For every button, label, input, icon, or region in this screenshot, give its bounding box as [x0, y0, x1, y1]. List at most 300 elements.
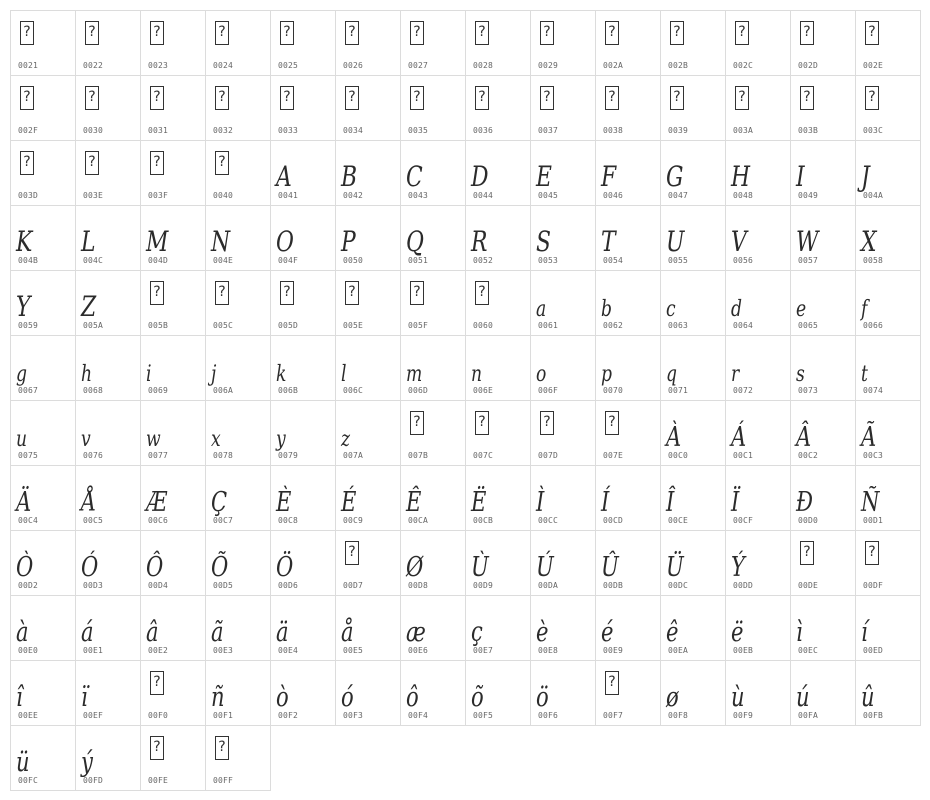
missing-glyph-icon: ? — [215, 281, 229, 305]
glyph-cell-00e0 — [10, 595, 76, 661]
missing-glyph-icon: ? — [540, 411, 554, 435]
glyph-cell-0050 — [335, 205, 401, 271]
glyph-character: Ã — [861, 422, 877, 453]
codepoint-label: 0048 — [733, 191, 754, 200]
glyph-character: b — [601, 297, 612, 322]
glyph-character: ø — [666, 682, 679, 713]
glyph-area — [206, 11, 270, 63]
glyph-cell-00e5 — [335, 595, 401, 661]
glyph-character: Æ — [146, 487, 168, 518]
codepoint-label: 00EA — [668, 646, 689, 655]
glyph-cell-0074 — [855, 335, 921, 401]
glyph-cell-00c1 — [725, 400, 791, 466]
glyph-area — [726, 271, 790, 323]
glyph-character: Ø — [406, 552, 424, 583]
glyph-cell-0070 — [595, 335, 661, 401]
codepoint-label: 00F4 — [408, 711, 429, 720]
glyph-cell-003e — [75, 140, 141, 206]
codepoint-label: 002C — [733, 61, 754, 70]
glyph-cell-00d2 — [10, 530, 76, 596]
glyph-area — [661, 141, 725, 193]
glyph-area — [466, 76, 530, 128]
missing-glyph-icon: ? — [215, 21, 229, 45]
glyph-cell-005b — [140, 270, 206, 336]
codepoint-label: 007E — [603, 451, 624, 460]
glyph-character: ä — [276, 617, 289, 648]
glyph-cell-002f — [10, 75, 76, 141]
glyph-character: Ù — [471, 552, 489, 583]
glyph-area — [531, 336, 595, 388]
glyph-area — [206, 206, 270, 258]
glyph-area — [11, 336, 75, 388]
codepoint-label: 00D4 — [148, 581, 169, 590]
glyph-cell-00c3 — [855, 400, 921, 466]
glyph-cell-00e4 — [270, 595, 336, 661]
glyph-cell-00ea — [660, 595, 726, 661]
missing-glyph-icon: ? — [475, 86, 489, 110]
glyph-character: ê — [666, 617, 679, 648]
glyph-cell-00e7 — [465, 595, 531, 661]
glyph-character: Ð — [796, 487, 814, 518]
glyph-area — [11, 401, 75, 453]
missing-glyph-icon: ? — [20, 86, 34, 110]
glyph-area — [401, 76, 465, 128]
missing-glyph-icon: ? — [605, 411, 619, 435]
glyph-area — [466, 596, 530, 648]
glyph-area — [141, 661, 205, 713]
glyph-area — [791, 401, 855, 453]
glyph-area — [336, 271, 400, 323]
glyph-area — [336, 661, 400, 713]
glyph-area — [856, 11, 920, 63]
glyph-area — [11, 11, 75, 63]
glyph-cell-006c — [335, 335, 401, 401]
codepoint-label: 003C — [863, 126, 884, 135]
glyph-area — [11, 531, 75, 583]
glyph-area — [531, 466, 595, 518]
glyph-cell-00f4 — [400, 660, 466, 726]
codepoint-label: 00C3 — [863, 451, 884, 460]
codepoint-label: 0076 — [83, 451, 104, 460]
missing-glyph-icon: ? — [150, 736, 164, 760]
codepoint-label: 00C6 — [148, 516, 169, 525]
codepoint-label: 0035 — [408, 126, 429, 135]
glyph-cell-00dd — [725, 530, 791, 596]
glyph-area — [76, 11, 140, 63]
glyph-area — [271, 141, 335, 193]
glyph-area — [271, 271, 335, 323]
codepoint-label: 00FB — [863, 711, 884, 720]
codepoint-label: 0054 — [603, 256, 624, 265]
glyph-area — [271, 336, 335, 388]
codepoint-label: 0055 — [668, 256, 689, 265]
codepoint-label: 006D — [408, 386, 429, 395]
glyph-character: Á — [731, 422, 747, 453]
glyph-area — [271, 206, 335, 258]
glyph-cell-005a — [75, 270, 141, 336]
glyph-cell-0063 — [660, 270, 726, 336]
codepoint-label: 0064 — [733, 321, 754, 330]
glyph-cell-005c — [205, 270, 271, 336]
glyph-area — [11, 661, 75, 713]
glyph-area — [76, 271, 140, 323]
glyph-area — [596, 401, 660, 453]
codepoint-label: 0073 — [798, 386, 819, 395]
glyph-cell-0023 — [140, 10, 206, 76]
glyph-cell-00ed — [855, 595, 921, 661]
glyph-cell-00d0 — [790, 465, 856, 531]
glyph-cell-0049 — [790, 140, 856, 206]
glyph-character: s — [796, 362, 805, 387]
glyph-cell-00d5 — [205, 530, 271, 596]
glyph-area — [336, 76, 400, 128]
glyph-character: Ü — [666, 552, 684, 583]
glyph-cell-0046 — [595, 140, 661, 206]
codepoint-label: 00CE — [668, 516, 689, 525]
glyph-area — [206, 271, 270, 323]
glyph-character: î — [16, 682, 23, 713]
codepoint-label: 003F — [148, 191, 169, 200]
codepoint-label: 007B — [408, 451, 429, 460]
glyph-area — [76, 401, 140, 453]
glyph-area — [76, 661, 140, 713]
glyph-character: Ï — [731, 487, 740, 518]
missing-glyph-icon: ? — [540, 21, 554, 45]
glyph-area — [76, 141, 140, 193]
glyph-area — [206, 401, 270, 453]
glyph-cell-0075 — [10, 400, 76, 466]
glyph-area — [271, 466, 335, 518]
missing-glyph-icon: ? — [865, 541, 879, 565]
codepoint-label: 0065 — [798, 321, 819, 330]
glyph-character: é — [601, 617, 614, 648]
missing-glyph-icon: ? — [345, 86, 359, 110]
glyph-cell-0066 — [855, 270, 921, 336]
glyph-area — [726, 466, 790, 518]
glyph-area — [531, 11, 595, 63]
glyph-character: Ë — [471, 487, 487, 518]
glyph-cell-0027 — [400, 10, 466, 76]
glyph-character: ú — [796, 682, 810, 713]
codepoint-label: 0045 — [538, 191, 559, 200]
codepoint-label: 0040 — [213, 191, 234, 200]
glyph-character: á — [81, 617, 94, 648]
glyph-area — [661, 206, 725, 258]
codepoint-label: 005E — [343, 321, 364, 330]
glyph-cell-00cd — [595, 465, 661, 531]
glyph-area — [726, 401, 790, 453]
codepoint-label: 0070 — [603, 386, 624, 395]
glyph-character: V — [731, 225, 747, 258]
glyph-cell-004c — [75, 205, 141, 271]
glyph-cell-0022 — [75, 10, 141, 76]
glyph-cell-0073 — [790, 335, 856, 401]
glyph-area — [531, 271, 595, 323]
glyph-area — [791, 336, 855, 388]
glyph-cell-002a — [595, 10, 661, 76]
glyph-area — [206, 336, 270, 388]
glyph-cell-0077 — [140, 400, 206, 466]
glyph-cell-00fa — [790, 660, 856, 726]
codepoint-label: 0022 — [83, 61, 104, 70]
glyph-cell-00dc — [660, 530, 726, 596]
glyph-cell-00eb — [725, 595, 791, 661]
codepoint-label: 0037 — [538, 126, 559, 135]
glyph-area — [791, 531, 855, 583]
glyph-area — [531, 531, 595, 583]
glyph-cell-007d — [530, 400, 596, 466]
glyph-character: Y — [16, 290, 31, 323]
glyph-character: f — [861, 297, 868, 322]
glyph-area — [596, 11, 660, 63]
missing-glyph-icon: ? — [150, 151, 164, 175]
glyph-cell-00d6 — [270, 530, 336, 596]
glyph-character: o — [536, 362, 547, 387]
glyph-cell-00c7 — [205, 465, 271, 531]
glyph-cell-005f — [400, 270, 466, 336]
glyph-cell-00fc — [10, 725, 76, 791]
glyph-character: Ì — [536, 487, 545, 518]
codepoint-label: 00F5 — [473, 711, 494, 720]
missing-glyph-icon: ? — [410, 21, 424, 45]
codepoint-label: 00DD — [733, 581, 754, 590]
glyph-cell-00c0 — [660, 400, 726, 466]
codepoint-label: 002E — [863, 61, 884, 70]
missing-glyph-icon: ? — [410, 86, 424, 110]
glyph-area — [726, 596, 790, 648]
glyph-area — [141, 726, 205, 778]
glyph-character: À — [666, 422, 682, 453]
codepoint-label: 00F3 — [343, 711, 364, 720]
codepoint-label: 00F1 — [213, 711, 234, 720]
missing-glyph-icon: ? — [475, 411, 489, 435]
codepoint-label: 0062 — [603, 321, 624, 330]
missing-glyph-icon: ? — [540, 86, 554, 110]
missing-glyph-icon: ? — [215, 151, 229, 175]
glyph-area — [596, 531, 660, 583]
glyph-area — [791, 11, 855, 63]
codepoint-label: 0021 — [18, 61, 39, 70]
codepoint-label: 00F0 — [148, 711, 169, 720]
glyph-cell-00c6 — [140, 465, 206, 531]
glyph-area — [726, 11, 790, 63]
glyph-area — [206, 141, 270, 193]
glyph-cell-0039 — [660, 75, 726, 141]
glyph-character: k — [276, 362, 287, 387]
codepoint-label: 00C9 — [343, 516, 364, 525]
glyph-area — [271, 11, 335, 63]
glyph-area — [271, 531, 335, 583]
glyph-area — [336, 206, 400, 258]
glyph-cell-002d — [790, 10, 856, 76]
glyph-area — [596, 141, 660, 193]
glyph-area — [401, 141, 465, 193]
glyph-cell-006a — [205, 335, 271, 401]
codepoint-label: 00E6 — [408, 646, 429, 655]
glyph-character: Â — [796, 422, 812, 453]
missing-glyph-icon: ? — [670, 86, 684, 110]
glyph-character: Ý — [731, 552, 745, 583]
glyph-cell-003c — [855, 75, 921, 141]
glyph-cell-00e1 — [75, 595, 141, 661]
glyph-area — [531, 206, 595, 258]
codepoint-label: 007A — [343, 451, 364, 460]
glyph-character: c — [666, 297, 676, 322]
glyph-character: Å — [81, 487, 97, 518]
codepoint-label: 005B — [148, 321, 169, 330]
glyph-character: Û — [601, 552, 619, 583]
glyph-character: C — [406, 160, 423, 193]
codepoint-label: 0024 — [213, 61, 234, 70]
glyph-character: p — [601, 362, 612, 387]
codepoint-label: 004F — [278, 256, 299, 265]
glyph-cell-00c4 — [10, 465, 76, 531]
glyph-character: i — [146, 362, 152, 387]
glyph-area — [271, 661, 335, 713]
glyph-character: Ö — [276, 552, 294, 583]
glyph-area — [856, 206, 920, 258]
missing-glyph-icon: ? — [605, 671, 619, 695]
codepoint-label: 00C8 — [278, 516, 299, 525]
glyph-character: q — [666, 362, 677, 387]
codepoint-label: 0039 — [668, 126, 689, 135]
missing-glyph-icon: ? — [345, 541, 359, 565]
glyph-area — [661, 531, 725, 583]
codepoint-label: 0075 — [18, 451, 39, 460]
glyph-character: â — [146, 617, 159, 648]
glyph-character: Ç — [211, 487, 228, 518]
glyph-cell-0068 — [75, 335, 141, 401]
glyph-area — [206, 76, 270, 128]
glyph-cell-0055 — [660, 205, 726, 271]
glyph-cell-007a — [335, 400, 401, 466]
glyph-cell-0053 — [530, 205, 596, 271]
glyph-character: í — [861, 617, 868, 648]
glyph-character: U — [666, 225, 685, 258]
codepoint-label: 00D8 — [408, 581, 429, 590]
glyph-character: Õ — [211, 552, 229, 583]
glyph-character: r — [731, 362, 740, 387]
glyph-cell-0036 — [465, 75, 531, 141]
codepoint-label: 00D6 — [278, 581, 299, 590]
glyph-area — [466, 11, 530, 63]
glyph-cell-0076 — [75, 400, 141, 466]
glyph-character: z — [341, 427, 351, 452]
glyph-character: e — [796, 297, 807, 322]
glyph-cell-0069 — [140, 335, 206, 401]
glyph-cell-00f7 — [595, 660, 661, 726]
glyph-character: Í — [601, 487, 610, 518]
codepoint-label: 0049 — [798, 191, 819, 200]
glyph-character: m — [406, 362, 423, 387]
codepoint-label: 00E7 — [473, 646, 494, 655]
codepoint-label: 005C — [213, 321, 234, 330]
glyph-character: Ñ — [861, 487, 880, 518]
glyph-cell-00f5 — [465, 660, 531, 726]
glyph-character: l — [341, 362, 347, 387]
codepoint-label: 0066 — [863, 321, 884, 330]
glyph-cell-0030 — [75, 75, 141, 141]
codepoint-label: 005F — [408, 321, 429, 330]
missing-glyph-icon: ? — [410, 411, 424, 435]
glyph-cell-00ff — [205, 725, 271, 791]
codepoint-label: 00EE — [18, 711, 39, 720]
codepoint-label: 0068 — [83, 386, 104, 395]
glyph-cell-0032 — [205, 75, 271, 141]
codepoint-label: 00D9 — [473, 581, 494, 590]
glyph-area — [76, 596, 140, 648]
glyph-area — [141, 141, 205, 193]
glyph-cell-006b — [270, 335, 336, 401]
glyph-character: N — [211, 225, 231, 258]
codepoint-label: 007D — [538, 451, 559, 460]
codepoint-label: 00DC — [668, 581, 689, 590]
glyph-character: ñ — [211, 682, 225, 713]
glyph-character: É — [341, 487, 357, 518]
glyph-character: à — [16, 617, 29, 648]
glyph-area — [726, 206, 790, 258]
codepoint-label: 00EF — [83, 711, 104, 720]
glyph-character: Ä — [16, 487, 32, 518]
codepoint-label: 00D5 — [213, 581, 234, 590]
glyph-area — [11, 271, 75, 323]
glyph-cell-00df — [855, 530, 921, 596]
glyph-area — [596, 596, 660, 648]
glyph-cell-00fb — [855, 660, 921, 726]
missing-glyph-icon: ? — [280, 21, 294, 45]
missing-glyph-icon: ? — [735, 21, 749, 45]
glyph-cell-00e2 — [140, 595, 206, 661]
codepoint-label: 0067 — [18, 386, 39, 395]
codepoint-label: 003B — [798, 126, 819, 135]
glyph-character: A — [276, 160, 292, 193]
codepoint-label: 003E — [83, 191, 104, 200]
glyph-character: Ó — [81, 552, 99, 583]
codepoint-label: 00FA — [798, 711, 819, 720]
codepoint-label: 0069 — [148, 386, 169, 395]
glyph-character: a — [536, 297, 547, 322]
glyph-area — [401, 531, 465, 583]
codepoint-label: 00CA — [408, 516, 429, 525]
glyph-area — [661, 336, 725, 388]
codepoint-label: 0030 — [83, 126, 104, 135]
glyph-area — [336, 336, 400, 388]
codepoint-label: 0059 — [18, 321, 39, 330]
glyph-character: G — [666, 160, 684, 193]
glyph-character: Ò — [16, 552, 34, 583]
glyph-character: Ê — [406, 487, 422, 518]
missing-glyph-icon: ? — [735, 86, 749, 110]
glyph-area — [336, 466, 400, 518]
glyph-area — [791, 141, 855, 193]
glyph-area — [76, 531, 140, 583]
codepoint-label: 002A — [603, 61, 624, 70]
codepoint-label: 007C — [473, 451, 494, 460]
glyph-area — [271, 76, 335, 128]
glyph-area — [791, 466, 855, 518]
glyph-character: ì — [796, 617, 803, 648]
glyph-cell-004e — [205, 205, 271, 271]
glyph-area — [856, 141, 920, 193]
glyph-area — [141, 76, 205, 128]
missing-glyph-icon: ? — [150, 86, 164, 110]
glyph-cell-00d9 — [465, 530, 531, 596]
codepoint-label: 00C4 — [18, 516, 39, 525]
glyph-character: L — [81, 225, 96, 258]
glyph-cell-0043 — [400, 140, 466, 206]
codepoint-label: 00C1 — [733, 451, 754, 460]
glyph-cell-0079 — [270, 400, 336, 466]
